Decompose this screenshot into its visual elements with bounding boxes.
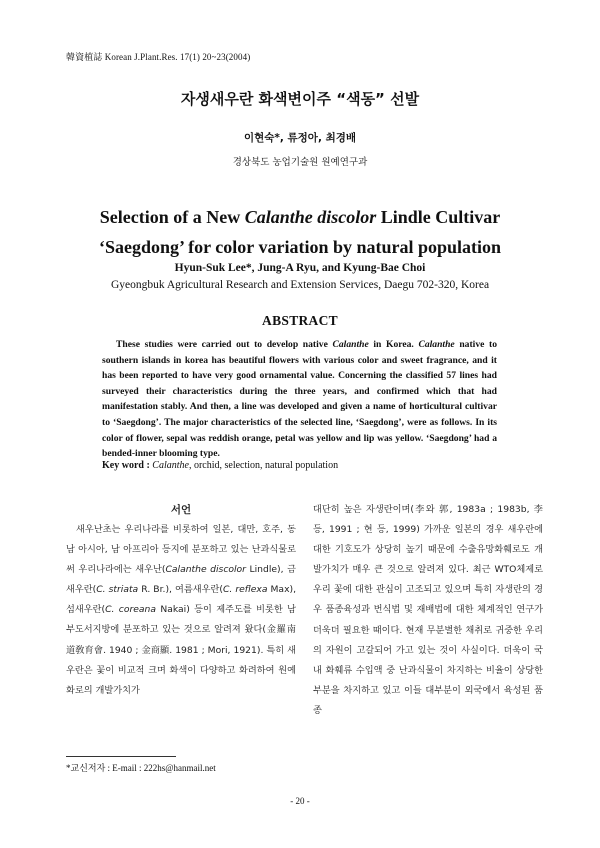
- abstract-species: Calanthe: [418, 339, 455, 350]
- intro-species: C. reflexa: [222, 584, 268, 596]
- intro-species: C. coreana: [105, 604, 156, 616]
- english-authors: Hyun-Suk Lee*, Jung-A Ryu, and Kyung-Bae Choi: [174, 262, 426, 274]
- keywords-list: , orchid, selection, natural population: [188, 460, 339, 471]
- english-title-line1: [0, 202, 600, 232]
- korean-authors: 이현숙*, 류정아, 최경배: [243, 132, 357, 144]
- keywords: [102, 460, 338, 471]
- intro-species: C. striata: [96, 584, 139, 596]
- page-number: - 20 -: [290, 796, 310, 806]
- title-part: Lindle Cultivar: [376, 207, 501, 227]
- intro-text: Max), 섬새우란(: [66, 584, 297, 616]
- intro-text: R. Br.), 여름새우란(: [138, 584, 223, 596]
- body-column-right: 대단히 높은 자생란이며(李와 郭, 1983a ; 1983b, 李 등, 1991 ; 현 등, 1999) 가까운 일본의 경우 새우란에 대한 기호도가 상당히 높기 때문에 수출유망화훼로도 개발가치가 매우 큰 것으로 알려져 있다. 최근 WTO체제로 우리 꽃에 대한 관심이 고조되고 있으며 특히 자생란의 경우 품종육성과 번식법 및 재배법에 대한 체계적인 연구가 더욱더 필요한 때이다. 현재 무분별한 채취로 귀중한 우리의 자원이 고갈되어 가고 있는 것이 사실이다. 더욱이 국내 화훼류 수입액 중 난과식물이 차지하는 비율이 상당한 부분을 차지하고 있고 이들 대부분이 외국에서 육성된 품종: [313, 504, 543, 716]
- english-affiliation: Gyeongbuk Agricultural Research and Extension Services, Daegu 702-320, Korea: [110, 279, 490, 291]
- title-part: Selection of a New: [99, 207, 245, 227]
- abstract-text: native to southern islands in korea has beautiful flowers with various color and sweet fragrance, and it has been reported to have very good ornamental value. Concerning the classified 57 lines had surveyed their characteristics during the three years, and confirmed which that had manifestation stably. And then, a line was developed and given a name of horticultural cultivar to ‘Saegdong’. The major characteristics of the selected line, ‘Saegdong’, were as follows. In its color of flower, sepal was reddish orange, petal was yellow and lip was yellow. ‘Saegdong’ had a bended-inner blooming type.: [102, 339, 498, 460]
- abstract-heading: ABSTRACT: [262, 313, 338, 328]
- korean-affiliation: 경상북도 농업기술원 원예연구과: [232, 157, 368, 168]
- english-title-line2: ‘Saegdong’ for color variation by natural population: [98, 237, 502, 257]
- intro-text: Lindle), 금새우란(: [66, 564, 296, 596]
- abstract-text: in Korea.: [368, 339, 419, 350]
- intro-text: 새우난초는 우리나라를 비롯하여 일본, 대만, 호주, 동남 아시아, 남 아프리아 등지에 분포하고 있는 난과식물로써 우리나라에는 새우난(: [66, 524, 296, 576]
- korean-title: 자생새우란 화색변이주 “색동” 선발: [180, 90, 420, 108]
- intro-species: Calanthe discolor: [165, 564, 246, 576]
- abstract-text: These studies were carried out to develop native: [116, 339, 333, 350]
- intro-paragraph: [66, 520, 296, 701]
- keyword-species: Calanthe: [152, 460, 189, 471]
- body-column-left: [66, 500, 296, 701]
- intro-text: Nakai) 등이 제주도를 비롯한 남부도서지방에 분포하고 있는 것으로 알려져 왔다(金羅南道敎育會. 1940 ; 金商顯. 1981 ; Mori, 1921). 특히 새우란은 꽃이 비교적 크며 화색이 다양하고 화려하여 원예화로의 개발가치가: [66, 604, 296, 696]
- english-title: [0, 202, 600, 262]
- abstract-body: [102, 337, 497, 462]
- footnote-rule: [66, 756, 176, 757]
- corresponding-author-footnote: *교신저자 : E-mail : 222hs@hanmail.net: [66, 763, 216, 773]
- keywords-label: Key word :: [102, 460, 153, 471]
- abstract-species: Calanthe: [332, 339, 369, 350]
- section-heading-intro: 서언: [170, 504, 192, 516]
- journal-citation: 韓資植誌 Korean J.Plant.Res. 17(1) 20~23(2004): [66, 52, 251, 62]
- title-species: Calanthe discolor: [244, 207, 377, 227]
